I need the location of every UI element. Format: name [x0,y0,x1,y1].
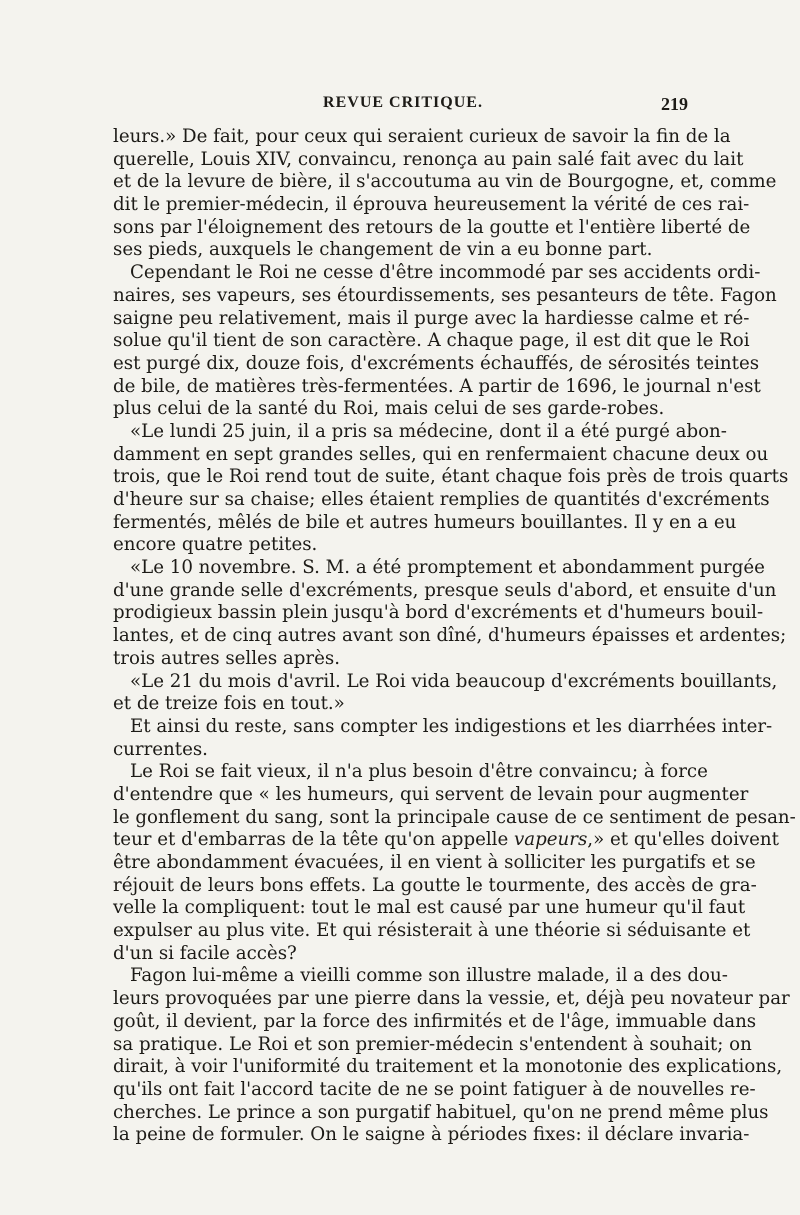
text-line: goût, il devient, par la force des infirmités et de l'âge, immuable dans [113,1010,757,1032]
paragraph [113,965,790,1147]
text-line: de bile, de matières très-fermentées. A partir de 1696, le journal n'est [113,375,761,397]
paragraph [113,420,789,557]
paragraph [113,670,778,716]
text-line: Fagon lui-même a vieilli comme son illustre malade, il a des dou- [130,965,728,987]
text-line: et de treize fois en tout.» [113,693,345,715]
text-line: sa pratique. Le Roi et son premier-médecin s'entendent à souhait; on [113,1033,752,1055]
paragraph [113,262,777,421]
text-line: querelle, Louis XIV, convaincu, renonça au pain salé fait avec du lait [113,148,744,170]
text-line: «Le lundi 25 juin, il a pris sa médecine, dont il a été purgé abon- [130,420,727,442]
text-line: prodigieux bassin plein jusqu'à bord d'excréments et d'humeurs bouil- [113,602,764,624]
paragraph [113,715,773,761]
text-line: velle la compliquent: tout le mal est causé par une humeur qu'il faut [113,897,746,919]
text-line: réjouit de leurs bons effets. La goutte le tourmente, des accès de gra- [113,874,757,896]
text-line: Et ainsi du reste, sans compter les indigestions et les diarrhées inter- [130,715,773,737]
text-line: cherches. Le prince a son purgatif habituel, qu'on ne prend même plus [113,1101,769,1123]
running-head [118,94,688,118]
text-line: le gonflement du sang, sont la principale cause de ce sentiment de pesan- [113,806,796,828]
text-line: qu'ils ont fait l'accord tacite de ne se point fatiguer à de nouvelles re- [113,1078,756,1100]
text-line: Le Roi se fait vieux, il n'a plus besoin d'être convaincu; à force [130,761,708,783]
paragraph [113,761,796,965]
paragraph [113,126,777,262]
text-line: d'heure sur sa chaise; elles étaient remplies de quantités d'excréments [113,489,770,510]
text-line: expulser au plus vite. Et qui résisterait à une théorie si séduisante et [113,920,751,942]
text-line: trois autres selles après. [113,647,340,669]
text-line: naires, ses vapeurs, ses étourdissements, ses pesanteurs de tête. Fagon [113,284,777,306]
text-line: la peine de formuler. On le saigne à périodes fixes: il déclare invaria- [113,1124,750,1146]
text-line: leurs provoquées par une pierre dans la vessie, et, déjà peu novateur par [113,988,790,1010]
text-line: «Le 21 du mois d'avril. Le Roi vida beaucoup d'excréments bouillants, [130,670,778,692]
text-line: est purgé dix, douze fois, d'excréments échauffés, de sérosités teintes [113,352,760,374]
text-line: trois, que le Roi rend tout de suite, étant chaque fois près de trois quarts [113,466,789,488]
page-number: 219 [661,94,688,114]
text-line: encore quatre petites. [113,534,318,556]
text-line: Cependant le Roi ne cesse d'être incommodé par ses accidents ordi- [130,262,761,284]
text-line: fermentés, mêlés de bile et autres humeurs bouillantes. Il y en a eu [113,511,737,533]
text-line: ses pieds, auxquels le changement de vin a eu bonne part. [113,239,653,261]
text-line: dirait, à voir l'uniformité du traitement et la monotonie des explications, [113,1056,783,1078]
text-line: sons par l'éloignement des retours de la goutte et l'entière liberté de [113,216,751,238]
body-text [113,126,796,1147]
text-line: currentes. [113,738,208,760]
text-line: plus celui de la santé du Roi, mais celui de ses garde-robes. [113,398,665,420]
text-line: d'entendre que « les humeurs, qui servent de levain pour augmenter [113,783,749,805]
text-line: saigne peu relativement, mais il purge avec la hardiesse calme et ré- [113,307,750,329]
running-title: REVUE CRITIQUE. [323,94,483,111]
text-line: d'une grande selle d'excréments, presque seuls d'abord, et ensuite d'un [113,579,777,601]
text-line: leurs.» De fait, pour ceux qui seraient curieux de savoir la fin de la [113,126,731,147]
text-line: d'un si facile accès? [113,942,297,964]
text-line: damment en sept grandes selles, qui en renfermaient chacune deux ou [113,443,769,465]
text-line: lantes, et de cinq autres avant son dîné, d'humeurs épaisses et ardentes; [113,625,787,647]
text-line: et de la levure de bière, il s'accoutuma au vin de Bourgogne, et, comme [113,171,777,193]
text-line: dit le premier-médecin, il éprouva heureusement la vérité de ces rai- [113,194,750,216]
text-line: teur et d'embarras de la tête qu'on appelle vapeurs,» et qu'elles doivent [113,829,779,851]
text-line: être abondamment évacuées, il en vient à solliciter les purgatifs et se [113,852,756,873]
paragraph [113,557,787,670]
text-line: «Le 10 novembre. S. M. a été promptement et abondamment purgée [130,557,765,579]
text-line: solue qu'il tient de son caractère. A chaque page, il est dit que le Roi [113,330,750,352]
